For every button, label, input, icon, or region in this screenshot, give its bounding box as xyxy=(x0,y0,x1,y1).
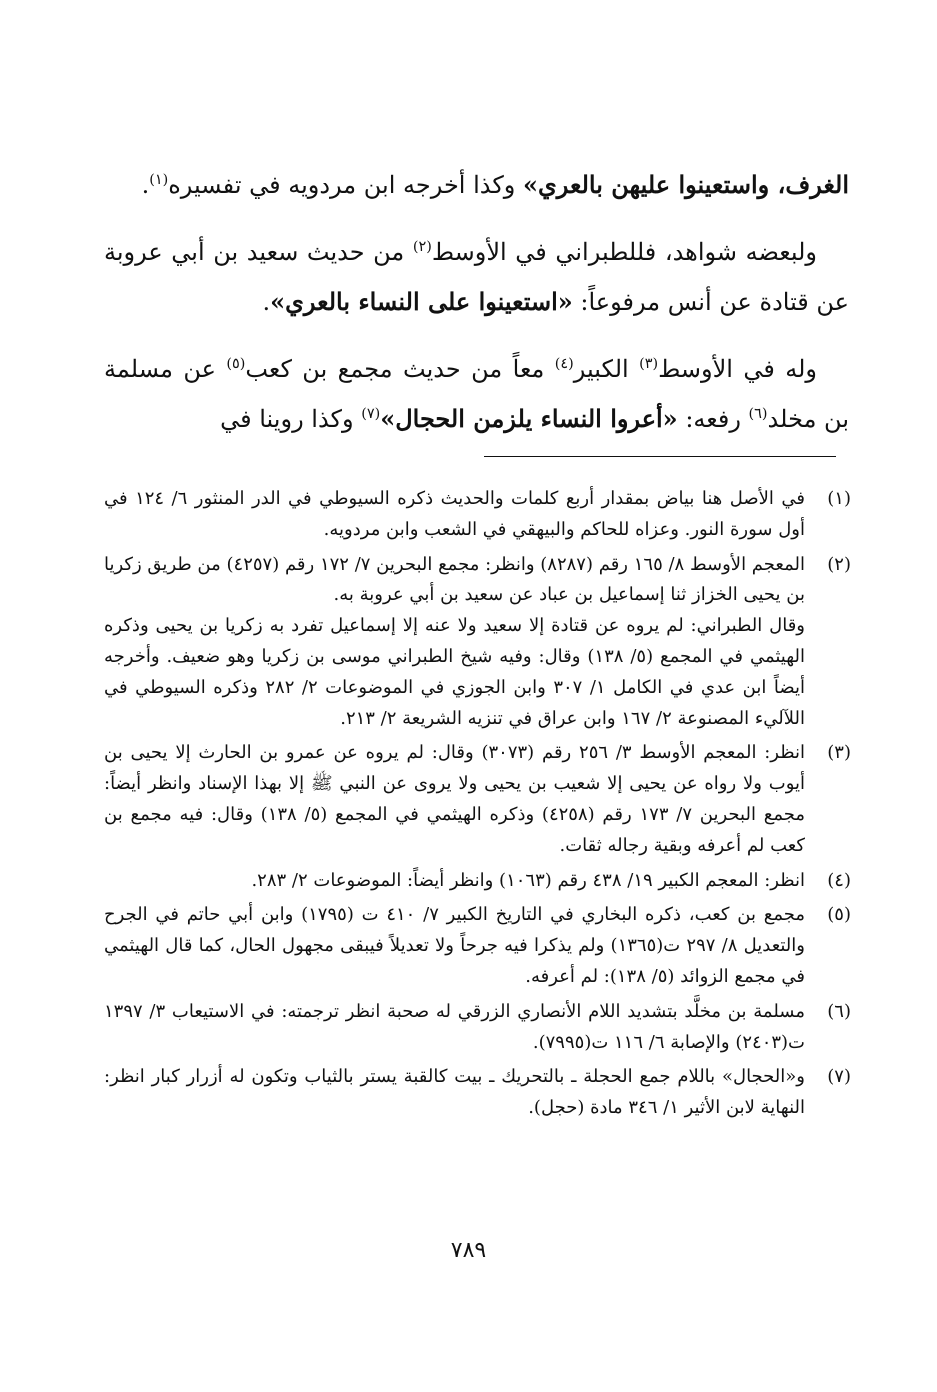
footnote-ref-1[interactable]: (١) xyxy=(149,172,169,188)
footnote-body xyxy=(104,1062,805,1124)
footnote-ref-3[interactable]: (٣) xyxy=(639,356,659,372)
quoted-hadith-1: الغرف، واستعينوا عليهن بالعري» xyxy=(523,170,849,199)
footnote-number: (٥) xyxy=(827,904,851,926)
footnote-separator xyxy=(484,456,836,457)
footnote-body xyxy=(104,484,805,546)
footnote-4 xyxy=(104,866,851,897)
quoted-hadith-2: «استعينوا على النساء بالعري» xyxy=(270,287,573,316)
page-number: ٧٨٩ xyxy=(450,1238,487,1263)
footnote-ref-5[interactable]: (٥) xyxy=(226,356,246,372)
footnote-number: (٢) xyxy=(827,553,851,575)
text-run: . xyxy=(262,288,271,316)
text-run: وكذا روينا في xyxy=(220,405,362,433)
footnote-2 xyxy=(104,550,851,735)
footnote-number: (٤) xyxy=(827,869,851,891)
footnote-number: (٧) xyxy=(827,1066,851,1088)
footnote-3 xyxy=(104,738,851,861)
text-run: رفعه: xyxy=(677,405,749,433)
text-run: . xyxy=(141,171,150,199)
footnote-body xyxy=(104,550,805,735)
footnote-text: انظر: المعجم الأوسط ٣/ ٢٥٦ رقم (٣٠٧٣) وقال: لم يروه عن عمرو بن الحارث إلا يحيى بن أيوب ولا رواه عن يحيى إلا شعيب بن يحيى ولا يروى عن النبي ﷺ إلا بهذا الإسناد وانظر أيضاً: مجمع البحرين ٧/ ١٧٣ رقم (٤٢٥٨) وذكره الهيثمي في المجمع (٥/ ١٣٨) وقال: فيه مجمع بن كعب لم أعرفه وبقية رجاله ثقات. xyxy=(104,742,805,856)
footnote-body xyxy=(104,900,805,992)
footnote-5 xyxy=(104,900,851,992)
footnote-text: المعجم الأوسط ٨/ ١٦٥ رقم (٨٢٨٧) وانظر: مجمع البحرين ٧/ ١٧٢ رقم (٤٢٥٧) من طريق زكريا بن يحيى الخزاز ثنا إسماعيل بن عباد عن سعيد بن أبي عروبة به. xyxy=(104,553,805,606)
footnote-text: و«الحجال» باللام جمع الحجلة ـ بالتحريك ـ بيت كالقبة يستر بالثياب وتكون له أزرار كبار انظر: النهاية لابن الأثير ١/ ٣٤٦ مادة (حجل). xyxy=(104,1066,805,1119)
footnote-ref-7[interactable]: (٧) xyxy=(361,406,381,422)
footnote-6 xyxy=(104,997,851,1059)
paragraph-3 xyxy=(104,345,849,444)
footnote-body xyxy=(104,738,805,861)
text-run: معاً من حديث مجمع بن كعب xyxy=(245,355,555,383)
quoted-hadith-3: «أعروا النساء يلزمن الحجال» xyxy=(380,404,678,433)
footnote-number: (١) xyxy=(827,488,851,509)
footnotes xyxy=(104,484,851,1128)
footnote-text: وقال الطبراني: لم يروه عن قتادة إلا سعيد ولا عنه إلا إسماعيل تفرد به زكريا بن يحيى وذكره الهيثمي في المجمع (٥/ ١٣٨) وقال: وفيه شيخ الطبراني موسى بن زكريا وهو ضعيف. وأخرجه أيضاً ابن عدي في الكامل ١/ ٣٠٧ وابن الجوزي في الموضوعات ٢/ ٢٨٢ وذكره السيوطي في اللآليء المصنوعة ٢/ ١٦٧ وابن عراق في تنزيه الشريعة ٢/ ٢١٣. xyxy=(104,615,805,729)
footnote-text: مسلمة بن مخلَّد بتشديد اللام الأنصاري الزرقي له صحبة انظر ترجمته: في الاستيعاب ٣/ ١٣٩٧ ت(٢٤٠٣) والإصابة ٦/ ١١٦ ت(٧٩٩٥). xyxy=(104,1000,805,1053)
footnote-ref-2[interactable]: (٢) xyxy=(412,239,432,255)
text-run: وله في الأوسط xyxy=(658,355,817,383)
footnote-number: (٣) xyxy=(827,742,851,764)
footnote-body xyxy=(104,997,805,1059)
footnote-text: انظر: المعجم الكبير ١٩/ ٤٣٨ رقم (١٠٦٣) وانظر أيضاً: الموضوعات ٢/ ٢٨٣. xyxy=(251,869,805,891)
footnote-7 xyxy=(104,1062,851,1124)
footnote-text: مجمع بن كعب، ذكره البخاري في التاريخ الكبير ٧/ ٤١٠ ت (١٧٩٥) وابن أبي حاتم في الجرح والتعديل ٨/ ٢٩٧ ت(١٣٦٥) ولم يذكرا فيه جرحاً ولا تعديلاً فيبقى مجهول الحال، كما قال الهيثمي في مجمع الزوائد (٥/ ١٣٨): لم أعرفه. xyxy=(104,904,805,987)
text-run: وكذا أخرجه ابن مردويه في تفسيره xyxy=(168,171,524,199)
footnote-ref-4[interactable]: (٤) xyxy=(554,356,574,372)
footnote-number: (٦) xyxy=(827,1000,851,1022)
footnote-ref-6[interactable]: (٦) xyxy=(748,406,768,422)
text-run: عن مسلمة بن مخلد xyxy=(104,355,849,433)
footnote-1 xyxy=(104,484,851,546)
footnote-text: في الأصل هنا بياض بمقدار أربع كلمات والحديث ذكره السيوطي في الدر المنثور ٦/ ١٢٤ في أول سورة النور. وعزاه للحاكم والبيهقي في الشعب وابن مردويه. xyxy=(104,488,805,540)
main-text xyxy=(104,160,849,462)
paragraph-1 xyxy=(104,160,849,210)
footnote-body xyxy=(104,866,805,897)
text-run: ولبعضه شواهد، فللطبراني في الأوسط xyxy=(431,238,817,266)
paragraph-2 xyxy=(104,228,849,327)
text-run: الكبير xyxy=(573,355,640,383)
text-run: من حديث سعيد بن أبي عروبة عن قتادة عن أنس مرفوعاً: xyxy=(104,238,849,316)
